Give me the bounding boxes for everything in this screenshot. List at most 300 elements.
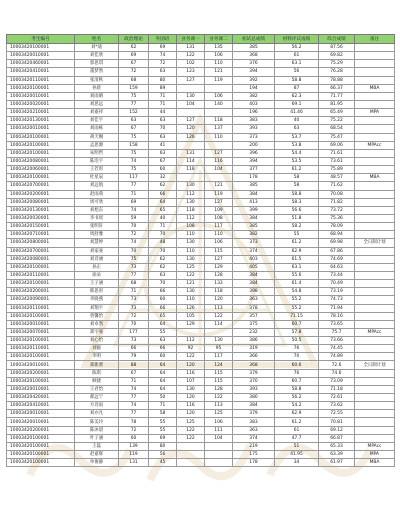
cell-candidate-id: 10003420020001 [7,100,75,108]
cell-politics: 75 [119,133,149,141]
cell-material-review: 55 [275,231,319,239]
cell-material-review: 61.4 [275,280,319,288]
cell-politics: 63 [119,117,149,125]
cell-foreign-language: 63 [149,117,177,125]
cell-politics: 60 [119,434,149,442]
cell-major-course-1: 110 [177,231,205,239]
cell-foreign-language: 55 [149,418,177,426]
table-row [7,231,395,239]
cell-composite-score: 75.47 [319,133,355,141]
cell-major-course-2 [205,451,233,459]
cell-foreign-language: 71 [149,100,177,108]
cell-composite-score: 70.81 [319,418,355,426]
table-row [7,141,395,149]
cell-initial-total: 382 [233,92,275,100]
cell-major-course-2: 106 [205,418,233,426]
cell-composite-score: 71.82 [319,198,355,206]
admission-score-table [6,34,395,467]
table-row [7,68,395,76]
cell-candidate-id: 10003420100001 [7,263,75,271]
cell-politics: 77 [119,271,149,279]
cell-politics: 68 [119,76,149,84]
cell-remarks: MPAcc [355,328,395,336]
cell-material-review: 56.6 [275,206,319,214]
cell-initial-total: 384 [233,271,275,279]
cell-material-review: 69.1 [275,100,319,108]
cell-candidate-id: 10003420010001 [7,418,75,426]
table-row [7,198,395,206]
cell-material-review: 41.46 [275,109,319,117]
cell-name: 单俊静 [75,459,119,467]
cell-initial-total: 379 [233,369,275,377]
cell-foreign-language: 44 [149,109,177,117]
cell-politics: 77 [119,394,149,402]
cell-material-review: 41.95 [275,451,319,459]
cell-remarks [355,304,395,312]
cell-name: 周舒雅 [75,231,119,239]
cell-candidate-id: 10003420100001 [7,459,75,467]
cell-remarks [355,190,395,198]
cell-politics: 62 [119,44,149,52]
cell-major-course-1: 127 [177,117,205,125]
cell-candidate-id: 10003420100001 [7,44,75,52]
header-remarks: 备注 [355,35,395,44]
cell-foreign-language: 70 [149,231,177,239]
cell-remarks [355,149,395,157]
cell-major-course-2: 120 [205,296,233,304]
cell-politics: 73 [119,263,149,271]
table-row [7,247,395,255]
cell-remarks: MBA [355,459,395,467]
table-row [7,125,395,133]
cell-major-course-2: 104 [205,166,233,174]
cell-remarks [355,312,395,320]
cell-initial-total: 363 [233,296,275,304]
header-major-course-1: 业务课一 [177,35,205,44]
cell-major-course-1: 108 [177,223,205,231]
cell-candidate-id: 10003420100001 [7,377,75,385]
cell-material-review: 61.2 [275,166,319,174]
cell-major-course-2: 129 [205,263,233,271]
cell-composite-score: 73.72 [319,206,355,214]
cell-material-review: 61.2 [275,239,319,247]
cell-name: 李书瑶 [75,214,119,222]
header-major-course-2: 业务课二 [205,35,233,44]
cell-major-course-2: 109 [205,206,233,214]
table-row [7,255,395,263]
cell-foreign-language: 64 [149,320,177,328]
table-row [7,410,395,418]
cell-remarks [355,68,395,76]
cell-candidate-id: 10003420010001 [7,320,75,328]
cell-composite-score: 72.6 [319,361,355,369]
cell-material-review: 54.8 [275,288,319,296]
cell-name: 刘雨晴 [75,92,119,100]
cell-politics: 67 [119,369,149,377]
cell-candidate-id: 10003420420001 [7,394,75,402]
cell-composite-score: 69.12 [319,426,355,434]
cell-politics: 73 [119,337,149,345]
cell-major-course-1: 130 [177,182,205,190]
cell-candidate-id: 10003420100001 [7,312,75,320]
cell-material-review: 60.6 [275,361,319,369]
cell-initial-total: 399 [233,206,275,214]
cell-initial-total: 374 [233,247,275,255]
cell-initial-total: 396 [233,149,275,157]
cell-name: 曾馨怡 [75,312,119,320]
cell-politics: 177 [119,328,149,336]
cell-major-course-2: 140 [205,100,233,108]
table-row [7,190,395,198]
cell-material-review: 71.15 [275,312,319,320]
cell-remarks [355,255,395,263]
cell-material-review: 34 [275,459,319,467]
cell-politics: 88 [119,361,149,369]
cell-remarks [355,100,395,108]
cell-name: 杜星辰 [75,174,119,182]
cell-initial-total: 368 [233,52,275,60]
cell-name: 刘远航 [75,182,119,190]
cell-foreign-language: 62 [149,182,177,190]
cell-initial-total: 393 [233,125,275,133]
cell-major-course-2 [205,84,233,92]
cell-name: 李明 [75,353,119,361]
cell-material-review: 76 [275,369,319,377]
cell-foreign-language: 70 [149,125,177,133]
cell-candidate-id: 10003420010001 [7,410,75,418]
cell-composite-score: 72.61 [319,394,355,402]
cell-politics: 119 [119,451,149,459]
cell-foreign-language: 64 [149,369,177,377]
cell-major-course-2: 119 [205,190,233,198]
table-row [7,361,395,369]
cell-candidate-id: 10003420410001 [7,402,75,410]
cell-candidate-id: 10003420010001 [7,92,75,100]
cell-remarks [355,280,395,288]
cell-material-review: 61.2 [275,418,319,426]
cell-remarks: 全日制计划 [355,361,395,369]
cell-candidate-id: 10003420100001 [7,442,75,450]
cell-remarks: MPAcc [355,442,395,450]
cell-composite-score: 73.61 [319,157,355,165]
cell-material-review: 51.8 [275,214,319,222]
cell-foreign-language: 56 [149,451,177,459]
cell-foreign-language: 70 [149,247,177,255]
cell-composite-score: 75.36 [319,214,355,222]
cell-composite-score: 61.97 [319,459,355,467]
cell-composite-score: 71.18 [319,385,355,393]
cell-major-course-1: 130 [177,92,205,100]
cell-candidate-id: 10003420080001 [7,255,75,263]
cell-name: 刘诗涵 [75,255,119,263]
cell-foreign-language: 70 [149,280,177,288]
header-candidate-id: 考生编号 [7,35,75,44]
cell-candidate-id: 10003420100001 [7,451,75,459]
cell-foreign-language: 64 [149,377,177,385]
cell-politics: 78 [119,418,149,426]
cell-major-course-2: 118 [205,288,233,296]
cell-initial-total: 373 [233,239,275,247]
cell-major-course-2 [205,109,233,117]
cell-candidate-id: 10003420200001 [7,288,75,296]
header-name: 姓名 [75,35,119,44]
cell-candidate-id: 10003420210001 [7,109,75,117]
cell-politics: 70 [119,247,149,255]
cell-politics: 77 [119,182,149,190]
cell-name: 郑新蕾 [75,361,119,369]
cell-remarks [355,263,395,271]
cell-initial-total: 232 [233,328,275,336]
cell-composite-score: 74.89 [319,353,355,361]
cell-foreign-language: 63 [149,271,177,279]
cell-major-course-1 [177,141,205,149]
cell-major-course-2: 106 [205,52,233,60]
cell-major-course-1 [177,109,205,117]
cell-major-course-2: 119 [205,76,233,84]
cell-major-course-1: 122 [177,434,205,442]
cell-initial-total: 385 [233,182,275,190]
cell-initial-total: 405 [233,263,275,271]
cell-candidate-id: 10003420030001 [7,214,75,222]
cell-remarks: MPA [355,109,395,117]
cell-name: 赵雨萌 [75,190,119,198]
cell-major-course-2: 127 [205,198,233,206]
cell-remarks [355,320,395,328]
cell-name: 陈琪 [75,369,119,377]
cell-initial-total: 386 [233,337,275,345]
cell-candidate-id: 10003420200001 [7,369,75,377]
cell-material-review: 58.2 [275,223,319,231]
cell-foreign-language: 58 [149,410,177,418]
cell-composite-score: 69.98 [319,239,355,247]
cell-major-course-2: 128 [205,271,233,279]
header-material-review: 材料评议成绩 [275,35,319,44]
cell-material-review: 53.8 [275,141,319,149]
cell-name: 方诗雨 [75,402,119,410]
cell-major-course-2: 133 [205,280,233,288]
cell-major-course-1: 125 [177,418,205,426]
cell-composite-score: 68.94 [319,231,355,239]
cell-politics: 67 [119,60,149,68]
cell-foreign-language: 62 [149,263,177,271]
cell-major-course-1: 112 [177,214,205,222]
cell-initial-total: 178 [233,174,275,182]
cell-initial-total: 379 [233,410,275,418]
cell-politics: 79 [119,353,149,361]
cell-initial-total: 375 [233,320,275,328]
cell-composite-score: 65.33 [319,442,355,450]
cell-candidate-id: 10003420110001 [7,345,75,353]
table-row [7,239,395,247]
cell-remarks [355,288,395,296]
table-row [7,44,395,52]
cell-candidate-id: 10003420130001 [7,206,75,214]
cell-material-review: 58.8 [275,385,319,393]
cell-foreign-language: 64 [149,361,177,369]
cell-material-review: 60.7 [275,320,319,328]
cell-composite-score: 74.45 [319,345,355,353]
cell-candidate-id: 10003420110001 [7,304,75,312]
cell-material-review: 61 [275,426,319,434]
cell-initial-total: 393 [233,385,275,393]
cell-remarks [355,198,395,206]
table-row [7,418,395,426]
cell-major-course-1: 123 [177,68,205,76]
table-row [7,394,395,402]
cell-politics: 75 [119,149,149,157]
cell-material-review: 63 [275,125,319,133]
cell-candidate-id: 10003420700001 [7,247,75,255]
cell-foreign-language: 64 [149,385,177,393]
cell-material-review: 62.9 [275,410,319,418]
cell-remarks [355,296,395,304]
cell-major-course-1: 118 [177,206,205,214]
cell-name: 刘卓然 [75,320,119,328]
cell-major-course-1: 118 [177,166,205,174]
cell-remarks [355,377,395,385]
cell-major-course-2: 135 [205,44,233,52]
cell-remarks: 全日制计划 [355,239,395,247]
cell-initial-total: 384 [233,190,275,198]
cell-initial-total: 392 [233,76,275,84]
cell-composite-score: 75.29 [319,60,355,68]
cell-composite-score: 71.94 [319,304,355,312]
cell-major-course-1: 92 [177,345,205,353]
cell-material-review: 58 [275,182,319,190]
cell-major-course-2 [205,174,233,182]
cell-major-course-1: 122 [177,353,205,361]
cell-foreign-language: 62 [149,255,177,263]
cell-composite-score: 74.6 [319,369,355,377]
cell-name: 赵嘉辉 [75,451,119,459]
cell-candidate-id: 10003420010001 [7,361,75,369]
cell-remarks: MPA [355,451,395,459]
cell-major-course-2: 106 [205,239,233,247]
cell-foreign-language: 32 [149,174,177,182]
cell-politics: 77 [119,100,149,108]
cell-remarks [355,394,395,402]
cell-foreign-language: 80 [149,442,177,450]
cell-initial-total: 398 [233,288,275,296]
cell-politics: 158 [119,141,149,149]
cell-name: 孙晨 [75,84,119,92]
cell-major-course-2: 110 [205,133,233,141]
cell-candidate-id: 10003420110001 [7,271,75,279]
cell-politics: 72 [119,231,149,239]
cell-initial-total: 403 [233,255,275,263]
cell-foreign-language: 65 [149,312,177,320]
table-row [7,52,395,60]
cell-politics: 71 [119,288,149,296]
cell-politics: 59 [119,214,149,222]
cell-material-review: 61.5 [275,255,319,263]
cell-major-course-1: 110 [177,296,205,304]
table-row [7,117,395,125]
cell-initial-total: 363 [233,426,275,434]
cell-major-course-2: 117 [205,353,233,361]
cell-name: 刘思远 [75,100,119,108]
cell-politics: 72 [119,312,149,320]
cell-candidate-id: 10003420100001 [7,280,75,288]
cell-foreign-language: 63 [149,68,177,76]
cell-material-review: 62.9 [275,247,319,255]
cell-composite-score: 72.55 [319,410,355,418]
cell-name: 李晓燕 [75,296,119,304]
table-row [7,206,395,214]
table-row [7,157,395,165]
cell-initial-total: 366 [233,353,275,361]
cell-major-course-1: 116 [177,369,205,377]
cell-initial-total: 374 [233,434,275,442]
table-row [7,451,395,459]
cell-major-course-1: 122 [177,52,205,60]
cell-candidate-id: 10003420710001 [7,231,75,239]
cell-foreign-language: 66 [149,288,177,296]
table-row [7,353,395,361]
table-row [7,133,395,141]
cell-remarks [355,44,395,52]
cell-foreign-language: 65 [149,206,177,214]
cell-major-course-1: 120 [177,394,205,402]
cell-major-course-1: 110 [177,247,205,255]
cell-name: 郝远宁 [75,394,119,402]
cell-initial-total: 403 [233,100,275,108]
table-row [7,149,395,157]
cell-remarks [355,426,395,434]
cell-politics: 117 [119,174,149,182]
cell-material-review: 55.2 [275,304,319,312]
cell-remarks [355,223,395,231]
cell-initial-total: 384 [233,402,275,410]
cell-remarks [355,157,395,165]
cell-candidate-id: 10003420010001 [7,125,75,133]
cell-material-review: 61 [275,52,319,60]
cell-name: 王子涵 [75,280,119,288]
cell-politics: 69 [119,198,149,206]
cell-remarks [355,133,395,141]
header-initial-total: 初试总成绩 [233,35,275,44]
cell-candidate-id: 10003420100001 [7,174,75,182]
table-row [7,426,395,434]
cell-composite-score: 48.57 [319,174,355,182]
table-row [7,345,395,353]
cell-candidate-id: 10003420130001 [7,117,75,125]
table-row [7,271,395,279]
cell-politics: 74 [119,385,149,393]
cell-name: 郭思琪 [75,60,119,68]
cell-foreign-language: 50 [149,394,177,402]
cell-foreign-language: 80 [149,76,177,84]
cell-foreign-language: 60 [149,296,177,304]
cell-politics: 159 [119,84,149,92]
cell-major-course-1 [177,174,205,182]
table-row [7,84,395,92]
table-row [7,296,395,304]
cell-remarks [355,271,395,279]
cell-material-review: 40 [275,117,319,125]
cell-composite-score: 78.88 [319,76,355,84]
cell-politics: 74 [119,239,149,247]
cell-major-course-1: 122 [177,271,205,279]
cell-composite-score: 63.39 [319,451,355,459]
cell-remarks [355,247,395,255]
cell-name: 朱明哲 [75,149,119,157]
cell-name: 刘慧婷 [75,239,119,247]
cell-foreign-language: 67 [149,157,177,165]
cell-major-course-1: 130 [177,288,205,296]
cell-initial-total: 175 [233,451,275,459]
cell-name: 张明轩 [75,223,119,231]
